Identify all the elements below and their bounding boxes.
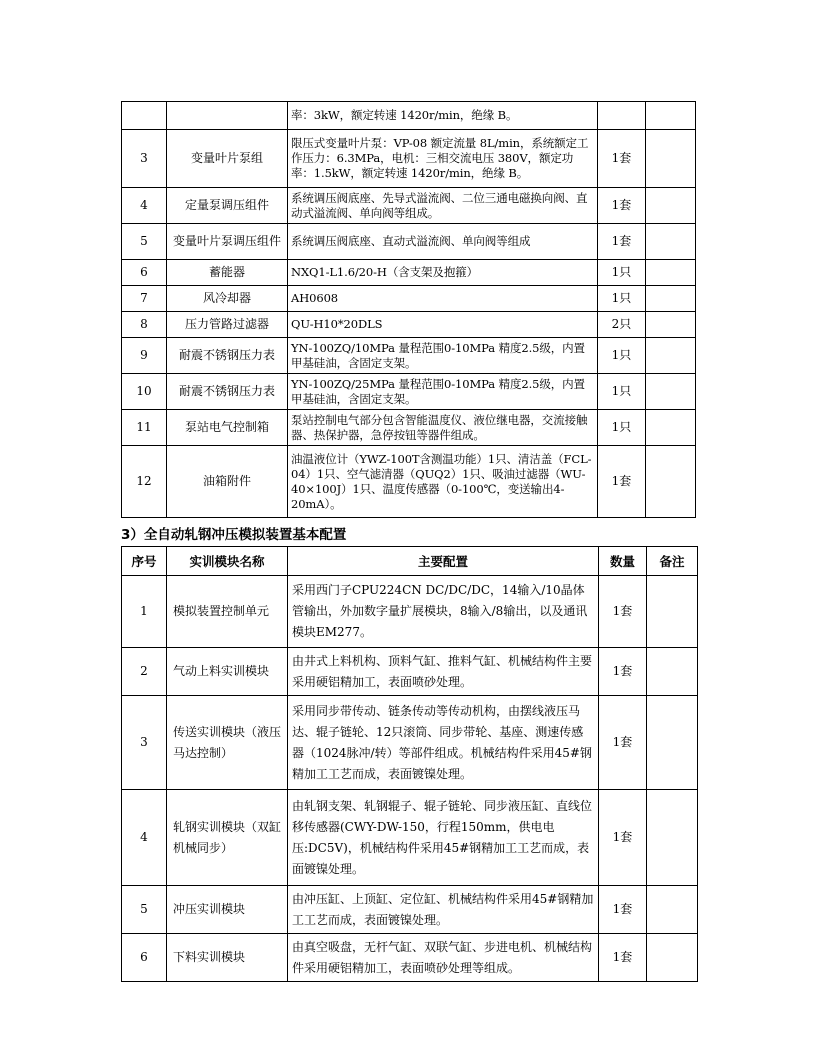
component-note xyxy=(646,130,696,188)
row-number: 6 xyxy=(122,934,167,982)
component-spec: 油温液位计（YWZ-100T含测温功能）1只、清洁盖（FCL-04）1只、空气滤清器（QUQ2）1只、吸油过滤器（WU-40×100J）1只、温度传感器（0-100℃，变送输出4-20mA）。 xyxy=(288,446,598,518)
module-qty: 1套 xyxy=(599,790,647,886)
component-spec: AH0608 xyxy=(288,286,598,312)
table-row xyxy=(122,696,698,790)
table-row xyxy=(122,102,696,130)
component-qty: 1只 xyxy=(598,260,646,286)
module-spec: 采用同步带传动、链条传动等传动机构，由摆线液压马达、辊子链轮、12只滚筒、同步带轮、基座、测速传感器（1024脉冲/转）等部件组成。机械结构件采用45#钢精加工工艺而成，表面镀镍处理。 xyxy=(288,696,599,790)
module-spec: 由轧钢支架、轧钢辊子、辊子链轮、同步液压缸、直线位移传感器(CWY-DW-150，行程150mm，供电电压:DC5V)，机械结构件采用45#钢精加工工艺而成，表面镀镍处理。 xyxy=(288,790,599,886)
module-note xyxy=(647,576,698,648)
component-note xyxy=(646,338,696,374)
header-qty: 数量 xyxy=(599,547,647,576)
table-row xyxy=(122,312,696,338)
module-name: 下料实训模块 xyxy=(167,934,288,982)
module-note xyxy=(647,886,698,934)
component-spec: 系统调压阀底座、直动式溢流阀、单向阀等组成 xyxy=(288,224,598,260)
table-row xyxy=(122,576,698,648)
row-number: 5 xyxy=(122,886,167,934)
module-note xyxy=(647,648,698,696)
component-spec: 率：3kW，额定转速 1420r/min，绝缘 B。 xyxy=(288,102,598,130)
table-row xyxy=(122,790,698,886)
component-note xyxy=(646,312,696,338)
module-note xyxy=(647,790,698,886)
header-no: 序号 xyxy=(122,547,167,576)
module-name: 轧钢实训模块（双缸机械同步） xyxy=(167,790,288,886)
component-spec: 限压式变量叶片泵：VP-08 额定流量 8L/min，系统额定工作压力：6.3MPa，电机：三相交流电压 380V，额定功率：1.5kW，额定转速 1420r/min，绝缘 B。 xyxy=(288,130,598,188)
table-row xyxy=(122,338,696,374)
component-spec: 系统调压阀底座、先导式溢流阀、二位三通电磁换向阀、直动式溢流阀、单向阀等组成。 xyxy=(288,188,598,224)
component-name: 耐震不锈钢压力表 xyxy=(167,374,288,410)
component-qty: 1套 xyxy=(598,130,646,188)
section-title: 3）全自动轧钢冲压模拟装置基本配置 xyxy=(121,527,347,543)
component-name: 油箱附件 xyxy=(167,446,288,518)
module-name: 冲压实训模块 xyxy=(167,886,288,934)
simulation-config-table xyxy=(121,546,698,982)
component-note xyxy=(646,188,696,224)
row-number: 3 xyxy=(122,130,167,188)
component-name: 压力管路过滤器 xyxy=(167,312,288,338)
table-row xyxy=(122,934,698,982)
row-number: 5 xyxy=(122,224,167,260)
table-row xyxy=(122,260,696,286)
component-name: 定量泵调压组件 xyxy=(167,188,288,224)
component-qty: 1只 xyxy=(598,410,646,446)
module-name: 气动上料实训模块 xyxy=(167,648,288,696)
table-row xyxy=(122,374,696,410)
component-name: 蓄能器 xyxy=(167,260,288,286)
row-number: 4 xyxy=(122,188,167,224)
row-number: 11 xyxy=(122,410,167,446)
component-note xyxy=(646,286,696,312)
module-name: 传送实训模块（液压马达控制） xyxy=(167,696,288,790)
row-number xyxy=(122,102,167,130)
component-qty: 1套 xyxy=(598,188,646,224)
module-qty: 1套 xyxy=(599,696,647,790)
component-note xyxy=(646,410,696,446)
row-number: 9 xyxy=(122,338,167,374)
component-note xyxy=(646,224,696,260)
component-name: 风冷却器 xyxy=(167,286,288,312)
component-name: 变量叶片泵调压组件 xyxy=(167,224,288,260)
module-qty: 1套 xyxy=(599,576,647,648)
component-spec: YN-100ZQ/25MPa 量程范围0-10MPa 精度2.5级，内置甲基硅油，含固定支架。 xyxy=(288,374,598,410)
table-row xyxy=(122,886,698,934)
module-spec: 由井式上料机构、顶料气缸、推料气缸、机械结构件主要采用硬铝精加工，表面喷砂处理。 xyxy=(288,648,599,696)
component-spec: 泵站控制电气部分包含智能温度仪、液位继电器，交流接触器、热保护器，急停按钮等器件组成。 xyxy=(288,410,598,446)
component-qty: 1只 xyxy=(598,286,646,312)
component-note xyxy=(646,446,696,518)
component-spec: QU-H10*20DLS xyxy=(288,312,598,338)
component-qty: 2只 xyxy=(598,312,646,338)
row-number: 7 xyxy=(122,286,167,312)
component-qty: 1只 xyxy=(598,338,646,374)
component-note xyxy=(646,260,696,286)
table-row xyxy=(122,130,696,188)
component-spec: NXQ1-L1.6/20-H（含支架及抱箍） xyxy=(288,260,598,286)
table-row xyxy=(122,410,696,446)
component-name xyxy=(167,102,288,130)
table-row xyxy=(122,446,696,518)
row-number: 4 xyxy=(122,790,167,886)
component-qty: 1套 xyxy=(598,446,646,518)
table-row xyxy=(122,648,698,696)
row-number: 2 xyxy=(122,648,167,696)
row-number: 8 xyxy=(122,312,167,338)
header-name: 实训模块名称 xyxy=(167,547,288,576)
header-spec: 主要配置 xyxy=(288,547,599,576)
row-number: 6 xyxy=(122,260,167,286)
component-name: 变量叶片泵组 xyxy=(167,130,288,188)
table-row xyxy=(122,188,696,224)
module-note xyxy=(647,696,698,790)
row-number: 12 xyxy=(122,446,167,518)
component-name: 耐震不锈钢压力表 xyxy=(167,338,288,374)
component-qty: 1套 xyxy=(598,224,646,260)
header-note: 备注 xyxy=(647,547,698,576)
row-number: 1 xyxy=(122,576,167,648)
component-spec: YN-100ZQ/10MPa 量程范围0-10MPa 精度2.5级，内置甲基硅油，含固定支架。 xyxy=(288,338,598,374)
table-row xyxy=(122,224,696,260)
module-note xyxy=(647,934,698,982)
module-spec: 由真空吸盘，无杆气缸、双联气缸、步进电机、机械结构件采用硬铝精加工，表面喷砂处理等组成。 xyxy=(288,934,599,982)
row-number: 3 xyxy=(122,696,167,790)
component-qty xyxy=(598,102,646,130)
table-row xyxy=(122,286,696,312)
module-qty: 1套 xyxy=(599,886,647,934)
module-name: 模拟装置控制单元 xyxy=(167,576,288,648)
component-qty: 1只 xyxy=(598,374,646,410)
component-note xyxy=(646,102,696,130)
module-spec: 由冲压缸、上顶缸、定位缸、机械结构件采用45#钢精加工工艺而成，表面镀镍处理。 xyxy=(288,886,599,934)
module-qty: 1套 xyxy=(599,648,647,696)
component-note xyxy=(646,374,696,410)
row-number: 10 xyxy=(122,374,167,410)
table-header-row xyxy=(122,547,698,576)
module-qty: 1套 xyxy=(599,934,647,982)
module-spec: 采用西门子CPU224CN DC/DC/DC，14输入/10晶体管输出，外加数字量扩展模块，8输入/8输出，以及通讯模块EM277。 xyxy=(288,576,599,648)
component-name: 泵站电气控制箱 xyxy=(167,410,288,446)
hydraulic-components-table xyxy=(121,101,696,518)
